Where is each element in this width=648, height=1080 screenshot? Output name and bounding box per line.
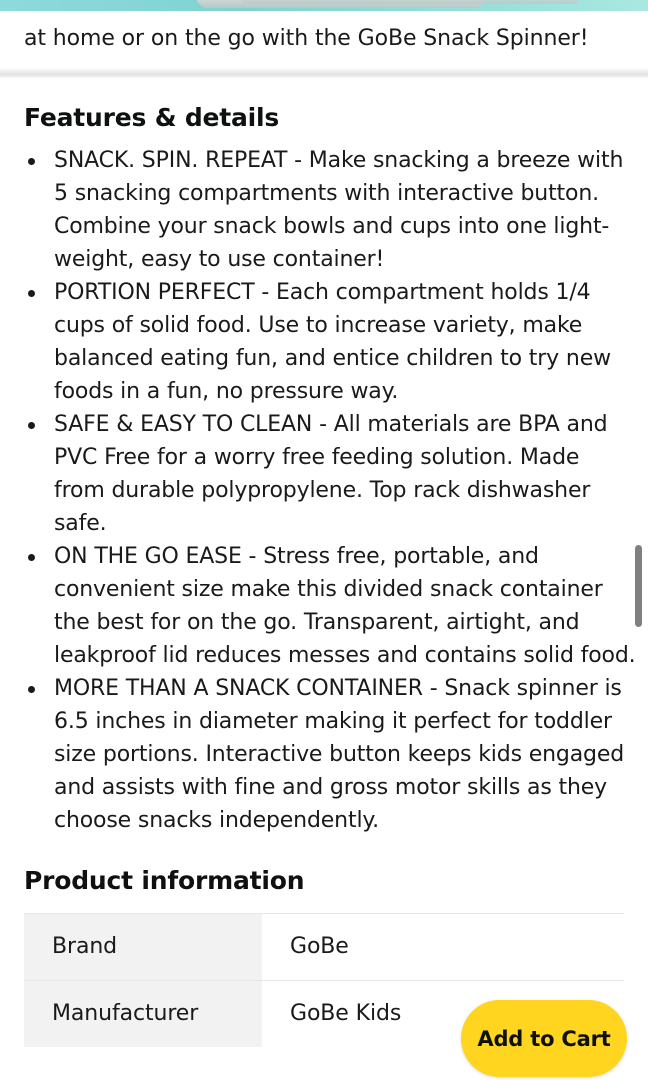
feature-text: PORTION PERFECT - Each compartment holds 1/4 cups of solid food. Use to increase variety, make balanced eating fun, and entice children to try new foods in a fun, no pressure way. — [54, 280, 611, 404]
feature-list-item — [0, 672, 648, 837]
table-cell-value: GoBe Kids — [262, 981, 624, 1048]
feature-text: SAFE & EASY TO CLEAN - All materials are BPA and PVC Free for a worry free feeding solution. Made from durable polypropylene. Top rack dishwasher safe. — [54, 412, 608, 536]
bullet-icon — [28, 422, 35, 429]
page-scrollbar-thumb[interactable] — [635, 545, 642, 627]
features-and-details-heading: Features & details — [24, 103, 280, 132]
product-description-tail — [0, 11, 648, 68]
product-description-text: at home or on the go with the GoBe Snack Spinner! — [24, 26, 589, 51]
product-image-lid-shape-secondary — [240, 0, 580, 4]
features-list — [0, 144, 648, 837]
page-scrollbar-track[interactable] — [636, 0, 646, 1080]
feature-list-item — [0, 276, 648, 408]
bullet-icon — [28, 158, 35, 165]
table-cell-label: Brand — [24, 914, 262, 981]
section-divider — [0, 68, 648, 78]
bullet-icon — [28, 554, 35, 561]
table-row — [24, 914, 624, 981]
product-information-heading: Product information — [24, 866, 305, 895]
feature-text: ON THE GO EASE - Stress free, portable, and convenient size make this divided snack container the best for on the go. Transparent, airtight, and leakproof lid reduces messes and contains solid food. — [54, 544, 636, 668]
bullet-icon — [28, 686, 35, 693]
bullet-icon — [28, 290, 35, 297]
table-cell-label: Manufacturer — [24, 981, 262, 1048]
feature-list-item — [0, 408, 648, 540]
feature-list-item — [0, 144, 648, 276]
feature-text: MORE THAN A SNACK CONTAINER - Snack spinner is 6.5 inches in diameter making it perfect for toddler size portions. Interactive button keeps kids engaged and assists with fine and gross motor skills as they choose snacks independently. — [54, 676, 625, 833]
table-cell-value: GoBe — [262, 914, 624, 981]
feature-list-item — [0, 540, 648, 672]
add-to-cart-button[interactable]: Add to Cart — [461, 1000, 627, 1077]
page-content — [0, 78, 648, 1047]
product-image-strip — [0, 0, 648, 11]
feature-text: SNACK. SPIN. REPEAT - Make snacking a breeze with 5 snacking compartments with interactive button. Combine your snack bowls and cups into one light-weight, easy to use container! — [54, 148, 624, 272]
